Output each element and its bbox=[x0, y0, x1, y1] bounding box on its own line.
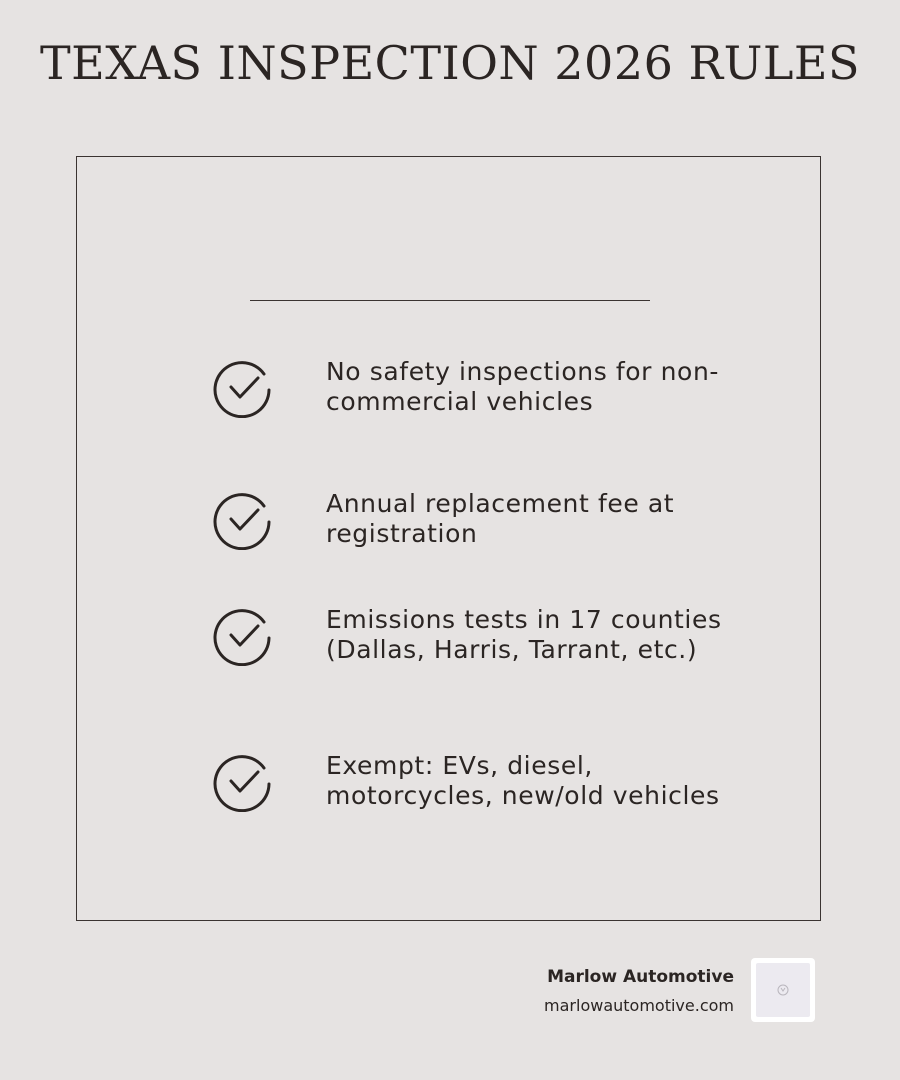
divider bbox=[250, 300, 650, 301]
brand-logo-icon bbox=[756, 963, 810, 1017]
list-item bbox=[212, 604, 732, 666]
check-circle-icon bbox=[212, 356, 274, 418]
list-item-text: Annual replacement fee at registration bbox=[326, 489, 675, 548]
list-item-text: No safety inspections for non-commercial vehicles bbox=[326, 357, 720, 416]
brand-url[interactable]: marlowautomotive.com bbox=[544, 996, 734, 1015]
check-circle-icon bbox=[212, 604, 274, 666]
list-item bbox=[212, 750, 732, 812]
list-item-text: Emissions tests in 17 counties (Dallas, Harris, Tarrant, etc.) bbox=[326, 605, 722, 664]
list-item-text: Exempt: EVs, diesel, motorcycles, new/old vehicles bbox=[326, 751, 720, 810]
page-title: TEXAS INSPECTION 2026 RULES bbox=[39, 36, 861, 90]
list-item bbox=[212, 356, 732, 418]
brand-name: Marlow Automotive bbox=[547, 967, 734, 987]
brand-block bbox=[544, 965, 734, 1017]
brand-logo bbox=[751, 958, 815, 1022]
check-circle-icon bbox=[212, 750, 274, 812]
list-item bbox=[212, 488, 732, 550]
check-circle-icon bbox=[212, 488, 274, 550]
